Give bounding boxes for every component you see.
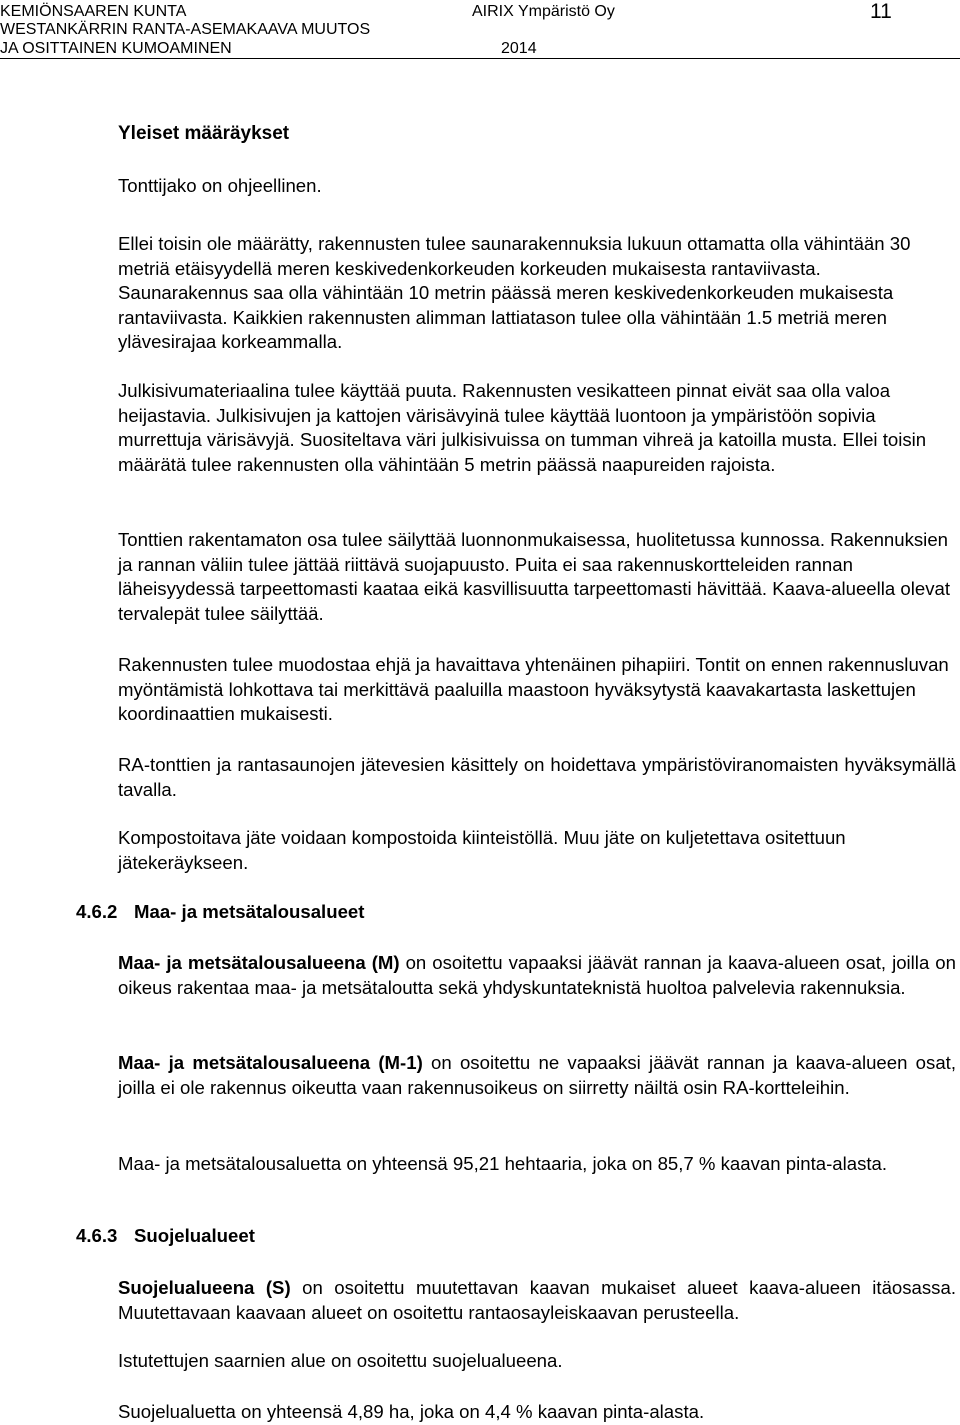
paragraph-islands: Istutettujen saarnien alue on osoitettu suojelualueena. <box>118 1350 563 1371</box>
section-title: Suojelualueet <box>134 1225 255 1246</box>
paragraph-m-area <box>118 951 956 1000</box>
page-number: 11 <box>870 0 892 23</box>
header-plan-name: WESTANKÄRRIN RANTA-ASEMAKAAVA MUUTOS <box>0 21 371 38</box>
general-title: Yleiset määräykset <box>118 123 290 144</box>
paragraph-m1-area <box>118 1051 956 1100</box>
term-m: Maa- ja metsätalousalueena (M) <box>118 952 400 973</box>
text-s: on osoitettu muutettavan kaavan mukaiset alueet kaava-alueen itäosassa. Muutettavaan kaavaan alueet on osoitettu rantaosayleiskaavan perusteella. <box>118 1277 956 1323</box>
section-heading-463 <box>76 1225 255 1247</box>
paragraph-courtyard: Rakennusten tulee muodostaa ehjä ja havaittava yhtenäinen pihapiiri. Tontit on ennen rakennusluvan myöntämistä lohkottava tai merkittävä paaluilla maastoon hyväksytystä kaavakartasta laskettujen koordinaattien mukaisesti. <box>118 654 949 724</box>
paragraph-m-total: Maa- ja metsätalousaluetta on yhteensä 95,21 hehtaaria, joka on 85,7 % kaavan pinta-alasta. <box>118 1153 888 1174</box>
text-m: on osoitettu vapaaksi jäävät rannan ja kaava-alueen osat, joilla on oikeus rakentaa maa- ja metsätaloutta sekä yhdyskuntateknistä huoltoa palvelevia rakennuksia. <box>118 952 956 998</box>
paragraph-vegetation: Tonttien rakentamaton osa tulee säilyttää luonnonmukaisessa, huolitetussa kunnossa. Rakennuksien ja rannan väliin tulee jättää riittävä suojapuusto. Puita ei saa rakennuskortteleiden rannan läheisyydessä tarpeettomasti kaataa eikä kasvillisuutta tarpeettomasti hävittää. Kaava-alueella olevat tervalepät tulee säilyttää. <box>118 529 951 624</box>
paragraph-distances: Ellei toisin ole määrätty, rakennusten tulee saunarakennuksia lukuun ottamatta olla vähintään 30 metriä etäisyydellä meren keskivedenkorkeuden korkeuden mukaisesta rantaviivasta. Saunarakennus saa olla vähintään 10 metrin päässä meren keskivedenkorkeuden mukaisesta rantaviivasta. Kaikkien rakennusten alimman lattiatason tulee olla vähintään 1.5 metriä meren ylävesirajaa korkeammalla. <box>118 233 911 352</box>
header-company: AIRIX Ympäristö Oy <box>472 3 615 20</box>
section-title: Maa- ja metsätalousalueet <box>134 901 365 922</box>
paragraph-compost: Kompostoitava jäte voidaan kompostoida kiinteistöllä. Muu jäte on kuljetettava ositettuun jätekeräykseen. <box>118 827 846 873</box>
text-m1: on osoitettu ne vapaaksi jäävät rannan ja kaava-alueen osat, joilla ei ole rakennus oikeutta vaan rakennusoikeus on siirretty näiltä osin RA-kortteleihin. <box>118 1052 956 1098</box>
paragraph-materials: Julkisivumateriaalina tulee käyttää puuta. Rakennusten vesikatteen pinnat eivät saa olla valoa heijastavia. Julkisivujen ja kattojen värisävyinä tulee käyttää luontoon ja ympäristöön sopivia murrettuja värisävyjä. Suositeltava väri julkisivuissa on tumman vihreä ja katoilla musta. Ellei toisin määrätä tulee rakennusten olla vähintään 5 metrin päässä naapureiden rajoista. <box>118 380 927 475</box>
section-number: 4.6.3 <box>76 1225 118 1246</box>
paragraph-s-area <box>118 1276 956 1325</box>
paragraph-plot-division: Tonttijako on ohjeellinen. <box>118 175 322 196</box>
section-heading-462 <box>76 901 364 923</box>
paragraph-wastewater: RA-tonttien ja rantasaunojen jätevesien käsittely on hoidettava ympäristöviranomaisten hyväksymällä tavalla. <box>118 754 956 800</box>
paragraph-s-total: Suojelualuetta on yhteensä 4,89 ha, joka on 4,4 % kaavan pinta-alasta. <box>118 1401 705 1422</box>
header-plan-subtitle: JA OSITTAINEN KUMOAMINEN <box>0 40 232 57</box>
term-m1: Maa- ja metsätalousalueena (M-1) <box>118 1052 423 1073</box>
header-divider <box>0 58 960 59</box>
header-municipality: KEMIÖNSAAREN KUNTA <box>0 3 187 20</box>
section-number: 4.6.2 <box>76 901 118 922</box>
header-year: 2014 <box>501 40 537 57</box>
term-s: Suojelualueena (S) <box>118 1277 291 1298</box>
